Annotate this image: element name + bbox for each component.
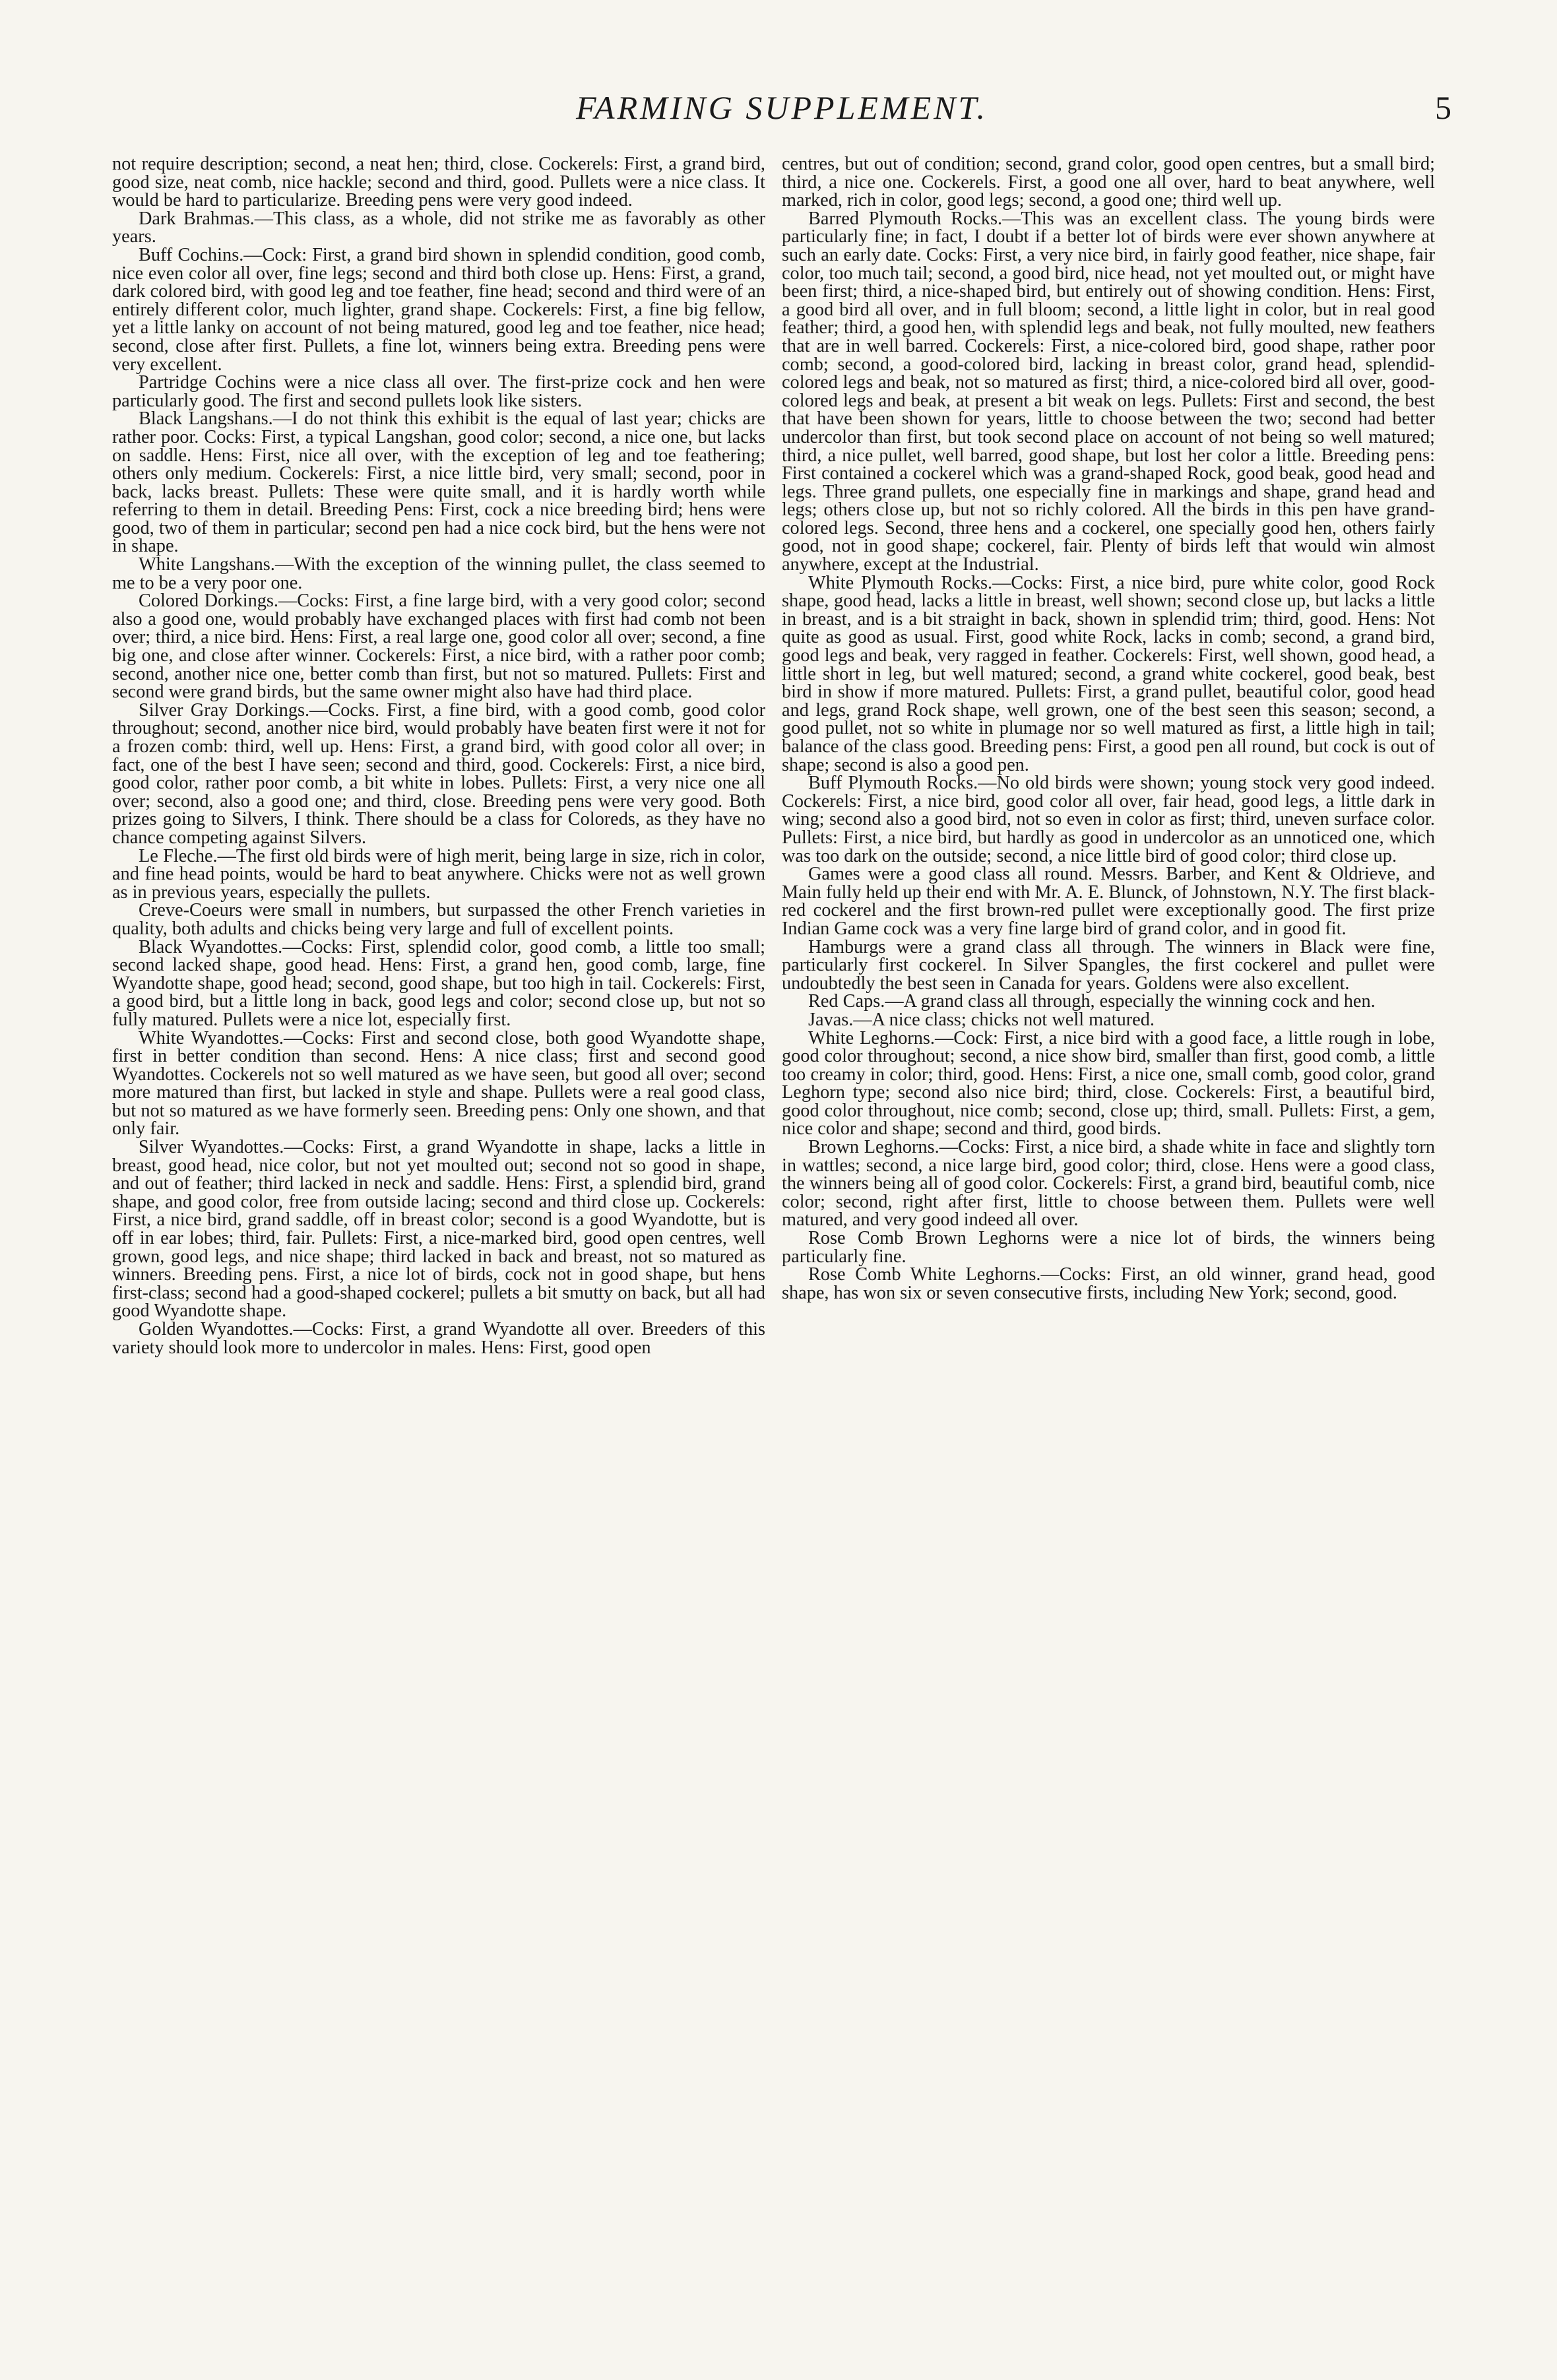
paragraph: Buff Cochins.—Cock: First, a grand bird shown in splendid condition, good comb, nice even color all over, fine legs; second and third both close up. Hens: First, a grand, dark colored bird, with good leg and toe feather, fine head; second and third were of an entirely different color, much lighter, grand shape. Cockerels: First, a fine big fellow, yet a little lanky on account of not being matured, good leg and toe feather, nice head; second, close after first. Pullets, a fine lot, winners being extra. Breeding pens were very excellent. [112,244,765,375]
paragraph: Games were a good class all round. Messrs. Barber, and Kent & Oldrieve, and Main fully held up their end with Mr. A. E. Blunck, of Johnstown, N.Y. The first black-red cockerel and the first brown-red pullet were exceptionally good. The first prize Indian Game cock was a very fine large bird of grand color, and in good fit. [782,864,1435,939]
paragraph: Rose Comb Brown Leghorns were a nice lot of birds, the winners being particularly fine. [782,1228,1435,1267]
left-column [112,155,765,1357]
right-column [782,155,1435,1302]
paragraph: Black Langshans.—I do not think this exhibit is the equal of last year; chicks are rather poor. Cocks: First, a typical Langshan, good color; second, a nice one, but lacks on saddle. Hens: First, nice all over, with the exception of leg and toe feathering; others only medium. Cockerels: First, a nice little bird, very small; second, poor in back, lacks breast. Pullets: These were quite small, and it is hardly worth while referring to them in detail. Breeding Pens: First, cock a nice breeding bird; hens were good, two of them in particular; second pen had a nice cock bird, but the hens were not in shape. [112,408,765,557]
paragraph: Silver Gray Dorkings.—Cocks. First, a fine bird, with a good comb, good color throughout; second, another nice bird, would probably have beaten first were it not for a frozen comb: third, well up. Hens: First, a grand bird, with good color all over; in fact, one of the best I have seen; second and third, good. Cockerels: First, a nice bird, good color, rather poor comb, a bit white in lobes. Pullets: First, a very nice one all over; second, also a good one; and third, close. Breeding pens were very good. Both prizes going to Silvers, I think. There should be a class for Coloreds, as they have no chance competing against Silvers. [112,699,765,848]
paragraph: Rose Comb White Leghorns.—Cocks: First, an old winner, grand head, good shape, has won six or seven consecutive firsts, including New York; second, good. [782,1264,1435,1303]
page-header [112,84,1451,137]
paragraph: Javas.—A nice class; chicks not well matured. [808,1009,1155,1030]
paragraph: Brown Leghorns.—Cocks: First, a nice bird, a shade white in face and slightly torn in wattles; second, a nice large bird, good color; third, close. Hens were a good class, the winners being all of good color. Cockerels: First, a grand bird, beautiful comb, nice color; second, right after first, little to choose between them. Pullets were well matured, and very good indeed all over. [782,1137,1435,1231]
paragraph: not require description; second, a neat hen; third, close. Cockerels: First, a grand bird, good size, neat comb, nice hackle; second and third, good. Pullets were a nice class. It would be hard to particularize. Breeding pens were very good indeed. [112,154,765,211]
paragraph: centres, but out of condition; second, grand color, good open centres, but a small bird; third, a nice one. Cockerels. First, a good one all over, hard to beat anywhere, well marked, rich in color, good legs; second, a good one; third well up. [782,154,1435,211]
paragraph: Barred Plymouth Rocks.—This was an excellent class. The young birds were particularly fine; in fact, I doubt if a better lot of birds were ever shown anywhere at such an early date. Cocks: First, a very nice bird, in fairly good feather, nice shape, fair color, too much tail; second, a good bird, nice head, not yet moulted out, or might have been first; third, a nice-shaped bird, but entirely out of showing condition. Hens: First, a good bird all over, and in full bloom; second, a little light in color, but in real good feather; third, a good hen, with splendid legs and beak, not fully moulted, new feathers that are in well barred. Cockerels: First, a nice-colored bird, good shape, rather poor comb; second, a good-colored bird, lacking in breast color, grand head, splendid-colored legs and beak, not so matured as first; third, a nice-colored bird all over, good-colored legs and beak, at present a bit weak on legs. Pullets: First and second, the best that have been shown for years, little to choose between the two; second had better undercolor than first, but took second place on account of not being so well matured; third, a nice pullet, well barred, good shape, but lost her color a little. Breeding pens: First contained a cockerel which was a grand-shaped Rock, good beak, good head and legs. Three grand pullets, one especially fine in markings and shape, grand head and legs; others close up, but not so richly colored. All the birds in this pen have grand-colored legs. Second, three hens and a cockerel, one specially good hen, others fairly good, not in good shape; cockerel, fair. Plenty of birds left that would win almost anywhere, except at the Industrial. [782,208,1435,575]
paragraph: Golden Wyandottes.—Cocks: First, a grand Wyandotte all over. Breeders of this variety should look more to undercolor in males. Hens: First, good open [112,1319,765,1358]
paragraph: Buff Plymouth Rocks.—No old birds were shown; young stock very good indeed. Cockerels: First, a nice bird, good color all over, fair head, good legs, a little dark in wing; second also a good bird, not so even in color as first; third, uneven surface color. Pullets: First, a nice bird, but hardly as good in undercolor as an unnoticed one, which was too dark on the outside; second, a nice little bird of good color; third close up. [782,773,1435,866]
paragraph: Black Wyandottes.—Cocks: First, splendid color, good comb, a little too small; second lacked shape, good head. Hens: First, a grand hen, good comb, large, fine Wyandotte shape, good head; second, good shape, but too high in tail. Cockerels: First, a good bird, but a little long in back, good legs and color; second close up, but not so fully matured. Pullets were a nice lot, especially first. [112,936,765,1030]
paragraph: White Leghorns.—Cock: First, a nice bird with a good face, a little rough in lobe, good color throughout; second, a nice show bird, smaller than first, good comb, a little too creamy in color; third, good. Hens: First, a nice one, small comb, good color, grand Leghorn type; second also nice bird; third, close. Cockerels: First, a beautiful bird, good color throughout, nice comb; second, close up; third, small. Pullets: First, a gem, nice color and shape; second and third, good birds. [782,1027,1435,1140]
paragraph: White Wyandottes.—Cocks: First and second close, both good Wyandotte shape, first in better condition than second. Hens: A nice class; first and second good Wyandottes. Cockerels not so well matured as we have seen, but good all over; second more matured than first, but lacked in style and shape. Pullets were a real good class, but not so matured as we have formerly seen. Breeding pens: Only one shown, and that only fair. [112,1027,765,1140]
paragraph: Le Fleche.—The first old birds were of high merit, being large in size, rich in color, and fine head points, would be hard to beat anywhere. Chicks were not as well grown as in previous years, especially the pullets. [112,845,765,903]
paragraph: Partridge Cochins were a nice class all over. The first-prize cock and hen were particularly good. The first and second pullets look like sisters. [112,372,765,411]
running-title: FARMING SUPPLEMENT. [575,89,988,126]
page-number: 5 [1435,89,1451,126]
paragraph: Hamburgs were a grand class all through. The winners in Black were fine, particularly first cockerel. In Silver Spangles, the first cockerel and pullet were undoubtedly the best seen in Canada for years. Goldens were also excellent. [782,936,1435,994]
paragraph: White Langshans.—With the exception of the winning pullet, the class seemed to me to be a very poor one. [112,554,765,593]
paragraph: Colored Dorkings.—Cocks: First, a fine large bird, with a very good color; second also a good one, would probably have exchanged places with first had comb not been over; third, a nice bird. Hens: First, a real large one, good color all over; second, a fine big one, and close after winner. Cockerels: First, a nice bird, with a rather poor comb; second, another nice one, better comb than first, but not so matured. Pullets: First and second were grand birds, but the same owner might also have had third place. [112,591,765,703]
paragraph: White Plymouth Rocks.—Cocks: First, a nice bird, pure white color, good Rock shape, good head, lacks a little in breast, well shown; second close up, but lacks a little in breast, and is a bit straight in back, shown in splendid trim; third, good. Hens: Not quite as good as usual. First, good white Rock, lacks in comb; second, a grand bird, good legs and beak, very ragged in feather. Cockerels: First, well shown, good head, a little short in leg, but well matured; second, a grand white cockerel, good beak, best bird in show if more matured. Pullets: First, a grand pullet, beautiful color, good head and legs, grand Rock shape, well grown, one of the best seen this season; second, a good pullet, not so white in plumage nor so well matured as first, a little high in tail; balance of the class good. Breeding pens: First, a good pen all round, but cock is out of shape; second is also a good pen. [782,572,1435,775]
paragraph: Creve-Coeurs were small in numbers, but surpassed the other French varieties in quality, both adults and chicks being very large and full of excellent points. [112,900,765,939]
paragraph: Dark Brahmas.—This class, as a whole, did not strike me as favorably as other years. [112,208,765,247]
paragraph: Silver Wyandottes.—Cocks: First, a grand Wyandotte in shape, lacks a little in breast, good head, nice color, but not yet moulted out; second not so good in shape, and out of feather; third lacked in neck and saddle. Hens: First, a splendid bird, grand shape, and good color, free from outside lacing; second and third close up. Cockerels: First, a nice bird, grand saddle, off in breast color; second is a good Wyandotte, but is off in ear lobes; third, fair. Pullets: First, a nice-marked bird, good open centres, well grown, good legs, and nice shape; third lacked in back and breast, not so matured as winners. Breeding pens. First, a nice lot of birds, cock not in good shape, but hens first-class; second had a good-shaped cockerel; pullets a bit smutty on back, but all had good Wyandotte shape. [112,1137,765,1322]
paragraph: Red Caps.—A grand class all through, especially the winning cock and hen. [808,991,1376,1012]
